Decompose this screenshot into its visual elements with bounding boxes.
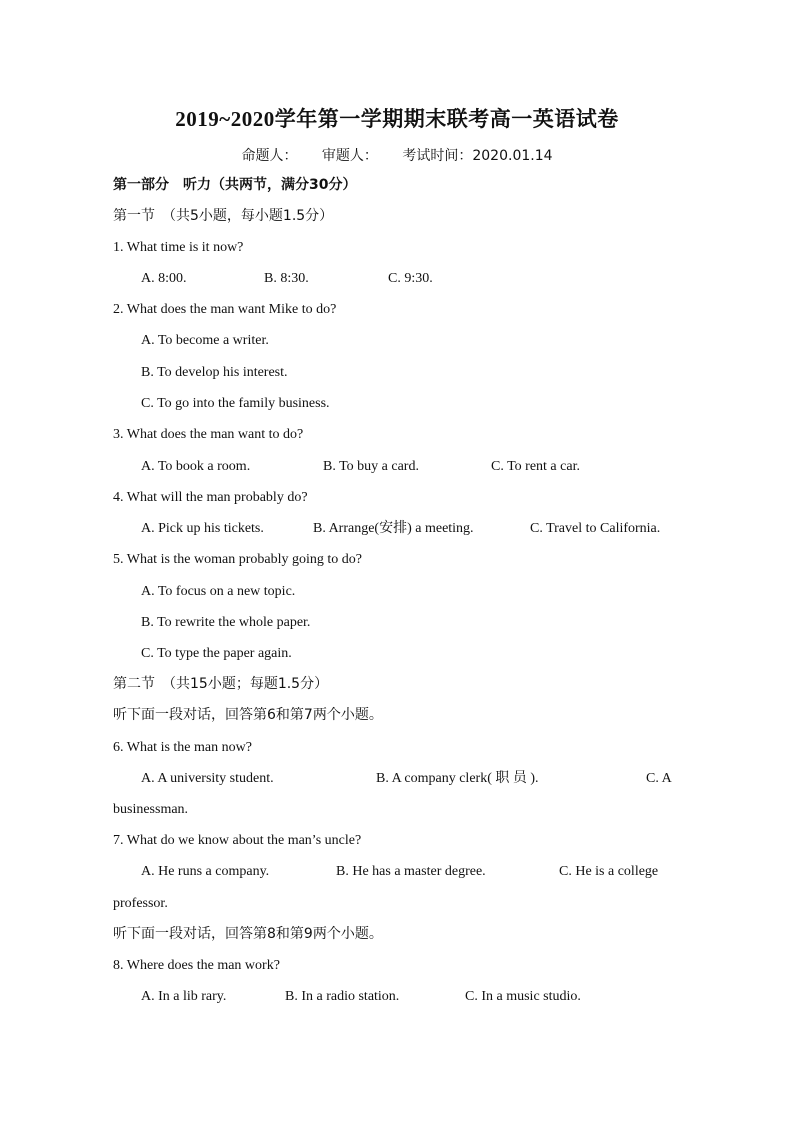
option-continuation: businessman. [113,802,189,817]
question-stem: 2. What does the man want Mike to do? [113,302,337,317]
option-a: A. In a lib rary. [141,989,227,1004]
question-stem: 5. What is the woman probably going to do? [113,552,362,567]
option-b: B. Arrange(安排) a meeting. [313,521,474,536]
question-stem: 6. What is the man now? [113,740,252,755]
option-b: B. He has a master degree. [336,864,486,879]
option-continuation: professor. [113,896,168,911]
setter-label: 命题人： [241,148,298,164]
dialogue-intro: 听下面一段对话，回答第8和第9两个小题。 [113,926,383,942]
option-c: C. 9:30. [388,271,433,286]
option-c: C. He is a college [559,864,659,879]
part1-heading: 第一部分 听力（共两节，满分30分） [113,177,357,193]
question-stem: 7. What do we know about the man’s uncle? [113,833,362,848]
exam-time: 考试时间：2020.01.14 [402,148,553,164]
option-a: A. A university student. [141,771,274,786]
option-a: A. To focus on a new topic. [141,584,296,599]
option-b: B. To buy a card. [323,459,419,474]
question-stem: 4. What will the man probably do? [113,490,308,505]
dialogue-intro: 听下面一段对话，回答第6和第7两个小题。 [113,707,383,723]
option-b: B. 8:30. [264,271,309,286]
option-c: C. In a music studio. [465,989,581,1004]
option-a: A. To become a writer. [141,333,269,348]
option-c: C. Travel to California. [530,521,661,536]
option-a: A. Pick up his tickets. [141,521,264,536]
exam-title: 2019~2020学年第一学期期末联考高一英语试卷 [175,107,619,131]
option-c: C. To go into the family business. [141,396,330,411]
option-b: B. In a radio station. [285,989,400,1004]
option-b: B. To develop his interest. [141,365,288,380]
question-stem: 3. What does the man want to do? [113,427,304,442]
question-stem: 8. Where does the man work? [113,958,280,973]
reviewer-label: 审题人： [321,148,378,164]
option-c: C. To rent a car. [491,459,580,474]
option-a: A. To book a room. [141,459,251,474]
option-a: A. He runs a company. [141,864,270,879]
option-c: C. To type the paper again. [141,646,292,661]
option-a: A. 8:00. [141,271,187,286]
option-b: B. A company clerk( 职 员 ). [376,771,539,786]
option-c: C. A [646,771,672,786]
option-b: B. To rewrite the whole paper. [141,615,311,630]
question-stem: 1. What time is it now? [113,240,244,255]
exam-meta [0,145,794,165]
section2-heading: 第二节 （共15小题；每题1.5分） [113,676,329,692]
section1-heading: 第一节 （共5小题，每小题1.5分） [113,208,334,224]
